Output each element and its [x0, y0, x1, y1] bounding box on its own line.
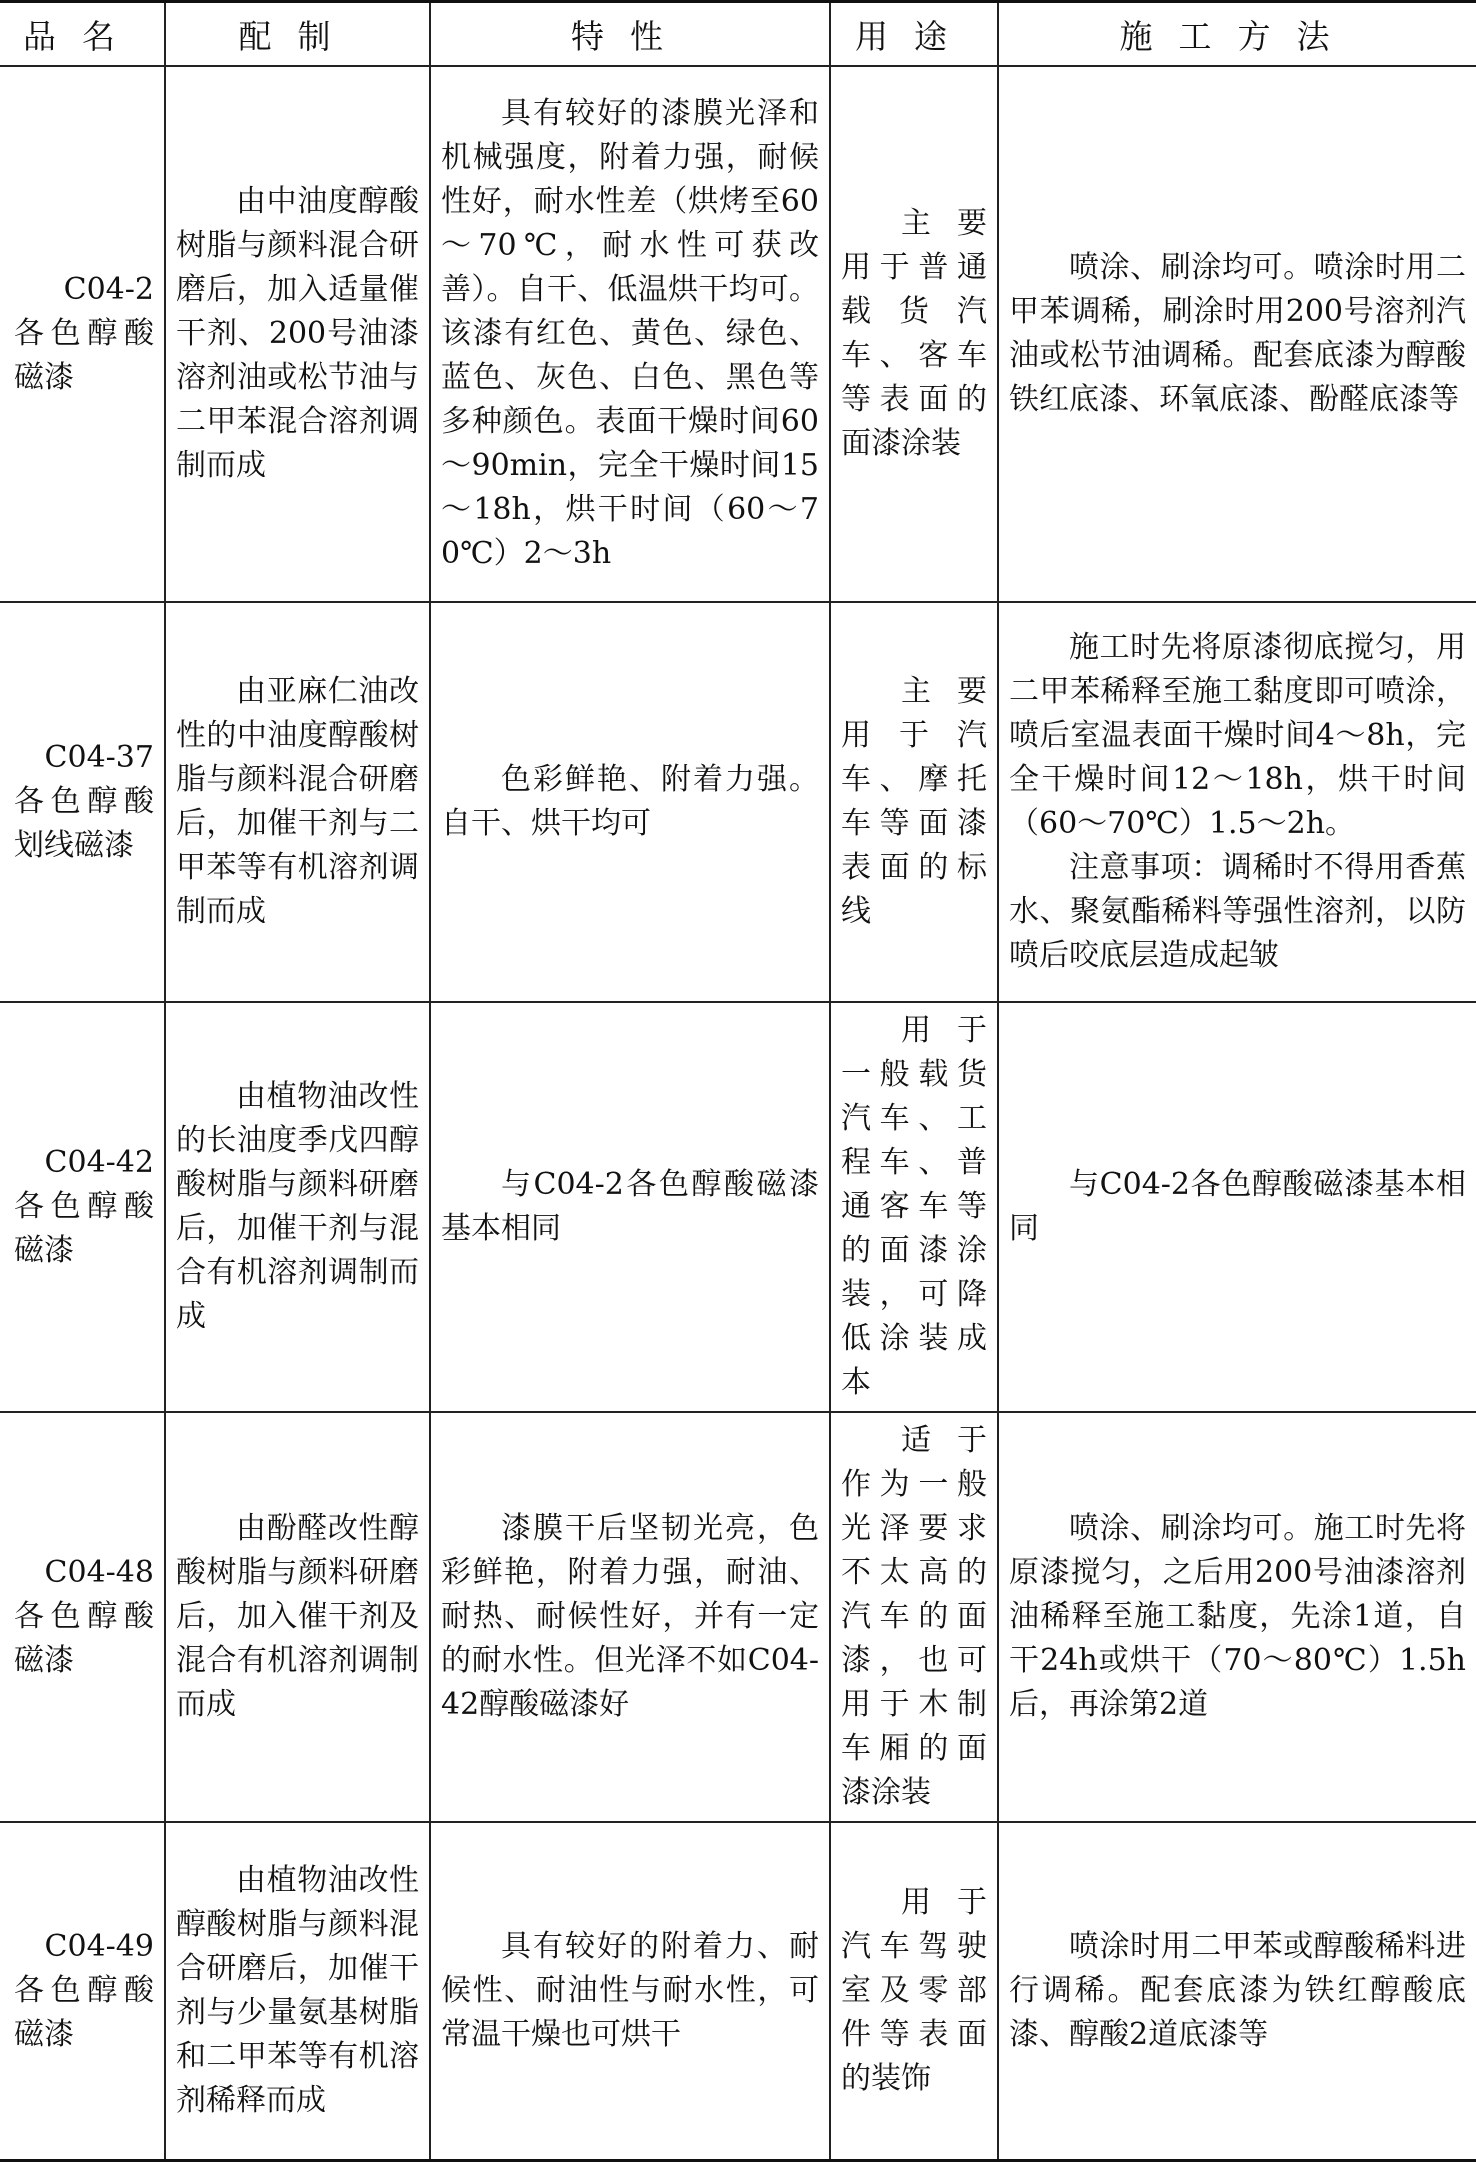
prep-cell: 由中油度醇酸树脂与颜料混合研磨后，加入适量催干剂、200号油漆溶剂油或松节油与二甲苯混合溶剂调制而成 — [165, 66, 430, 602]
prep-cell: 由植物油改性醇酸树脂与颜料混合研磨后，加催干剂与少量氨基树脂和二甲苯等有机溶剂稀释而成 — [165, 1822, 430, 2160]
product-code: C04-49 — [44, 1928, 154, 1964]
product-name: 各色醇酸磁漆 — [14, 1599, 154, 1678]
prep-cell: 由植物油改性的长油度季戊四醇酸树脂与颜料研磨后，加催干剂与混合有机溶剂调制而成 — [165, 1002, 430, 1412]
use-cell: 适于作为一般光泽要求不太高的汽车的面漆，也可用于木制车厢的面漆涂装 — [830, 1412, 998, 1822]
method-cell: 施工时先将原漆彻底搅匀，用二甲苯稀释至施工黏度即可喷涂，喷后室温表面干燥时间4～8h，完全干燥时间12～18h，烘干时间（60～70℃）1.5～2h。 注意事项：调稀时不得用香蕉水、聚氨酯稀料等强性溶剂，以防喷后咬底层造成起皱 — [998, 602, 1476, 1002]
use-cell: 用于一般载货汽车、工程车、普通客车等的面漆涂装，可降低涂装成本 — [830, 1002, 998, 1412]
prep-cell: 由亚麻仁油改性的中油度醇酸树脂与颜料混合研磨后，加催干剂与二甲苯等有机溶剂调制而成 — [165, 602, 430, 1002]
method-note: 注意事项：调稀时不得用香蕉水、聚氨酯稀料等强性溶剂，以防喷后咬底层造成起皱 — [1009, 850, 1466, 973]
method-cell: 喷涂时用二甲苯或醇酸稀料进行调稀。配套底漆为铁红醇酸底漆、醇酸2道底漆等 — [998, 1822, 1476, 2160]
table-row — [0, 66, 1476, 602]
use-cell: 主要用于普通载货汽车、客车等表面的面漆涂装 — [830, 66, 998, 602]
header-method: 施工方法 — [998, 2, 1476, 67]
header-row — [0, 2, 1476, 67]
method-cell: 喷涂、刷涂均可。施工时先将原漆搅匀，之后用200号油漆溶剂油稀释至施工黏度，先涂1道，自干24h或烘干（70～80℃）1.5h后，再涂第2道 — [998, 1412, 1476, 1822]
use-cell: 用于汽车驾驶室及零部件等表面的装饰 — [830, 1822, 998, 2160]
header-props: 特性 — [430, 2, 830, 67]
props-cell: 具有较好的附着力、耐候性、耐油性与耐水性，可常温干燥也可烘干 — [430, 1822, 830, 2160]
product-name: 各色醇酸磁漆 — [14, 1189, 154, 1268]
method-cell: 喷涂、刷涂均可。喷涂时用二甲苯调稀，刷涂时用200号溶剂汽油或松节油调稀。配套底漆为醇酸铁红底漆、环氧底漆、酚醛底漆等 — [998, 66, 1476, 602]
product-name-cell — [0, 1002, 165, 1412]
product-name-cell — [0, 1412, 165, 1822]
props-cell: 漆膜干后坚韧光亮，色彩鲜艳，附着力强，耐油、耐热、耐候性好，并有一定的耐水性。但光泽不如C04-42醇酸磁漆好 — [430, 1412, 830, 1822]
product-name-cell — [0, 602, 165, 1002]
header-prep: 配制 — [165, 2, 430, 67]
product-name-cell — [0, 1822, 165, 2160]
props-cell: 色彩鲜艳、附着力强。自干、烘干均可 — [430, 602, 830, 1002]
product-name-cell — [0, 66, 165, 602]
use-cell: 主要用于汽车、摩托车等面漆表面的标线 — [830, 602, 998, 1002]
product-name: 各色醇酸划线磁漆 — [14, 784, 154, 863]
table-row — [0, 1822, 1476, 2160]
method-cell: 与C04-2各色醇酸磁漆基本相同 — [998, 1002, 1476, 1412]
prep-cell: 由酚醛改性醇酸树脂与颜料研磨后，加入催干剂及混合有机溶剂调制而成 — [165, 1412, 430, 1822]
table-row — [0, 1412, 1476, 1822]
props-cell: 与C04-2各色醇酸磁漆基本相同 — [430, 1002, 830, 1412]
product-code: C04-42 — [44, 1145, 154, 1180]
header-name: 品名 — [0, 2, 165, 67]
product-code: C04-2 — [63, 272, 154, 307]
header-use: 用途 — [830, 2, 998, 67]
product-code: C04-37 — [44, 740, 154, 775]
product-name: 各色醇酸磁漆 — [14, 1972, 154, 2052]
product-name: 各色醇酸磁漆 — [14, 316, 154, 395]
props-cell: 具有较好的漆膜光泽和机械强度，附着力强，耐候性好，耐水性差（烘烤至60～70℃，耐水性可获改善）。自干、低温烘干均可。该漆有红色、黄色、绿色、蓝色、灰色、白色、黑色等多种颜色。表面干燥时间60～90min，完全干燥时间15～18h，烘干时间（60～70℃）2～3h — [430, 66, 830, 602]
table-row — [0, 602, 1476, 1002]
product-code: C04-48 — [44, 1555, 154, 1590]
table-row — [0, 1002, 1476, 1412]
